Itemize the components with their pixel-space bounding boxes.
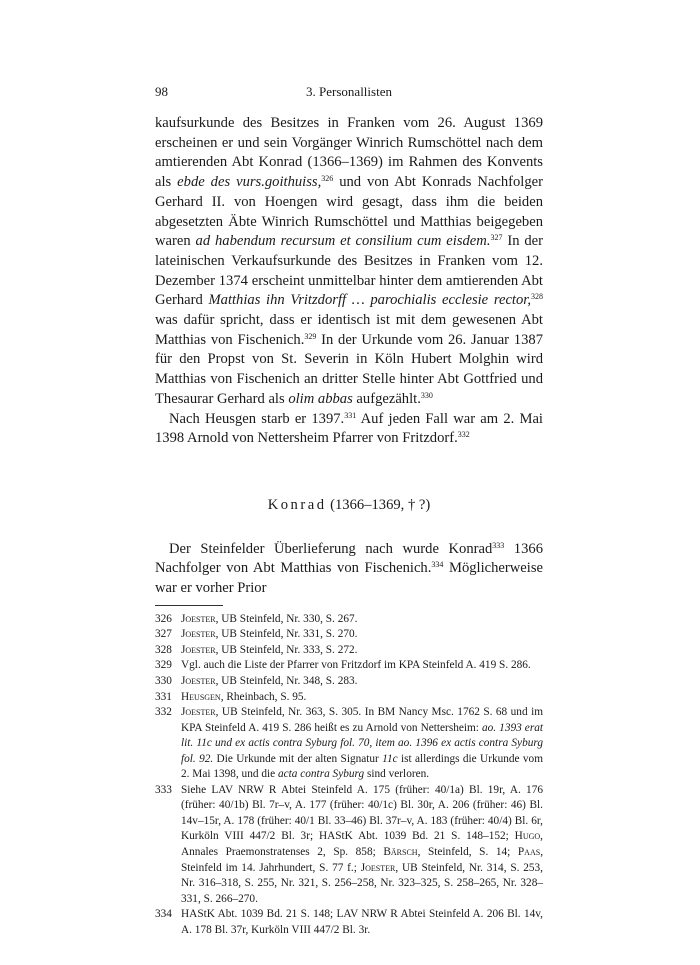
footnote-author: Hugo [514, 830, 541, 843]
footnote-number: 334 [155, 908, 172, 921]
p1-latin-quote-2: ad habendum recursum et consilium cum eisdem. [195, 233, 491, 250]
footnote-333 [155, 783, 543, 907]
footnote-329 [155, 658, 543, 674]
footnote-signature: 11c [382, 752, 398, 765]
footnote-author: Joester [181, 628, 216, 641]
footnote-author: Joester [181, 674, 216, 687]
footnote-330 [155, 674, 543, 690]
body-text [155, 114, 543, 599]
footnote-ref-328[interactable]: 328 [531, 292, 543, 302]
footnote-ref-327[interactable]: 327 [490, 233, 503, 243]
footnote-text: , Rheinbach, S. 95. [220, 690, 307, 703]
footnote-latin: acta contra Syburg [277, 768, 365, 781]
footnote-text: sind verloren. [364, 768, 430, 781]
footnote-ref-326[interactable]: 326 [321, 174, 334, 184]
footnote-ref-334[interactable]: 334 [431, 560, 444, 570]
footnote-number: 331 [155, 690, 172, 703]
footnote-text: , Steinfeld, S. 14; [417, 845, 518, 858]
p1-latin-quote-1: ebde des vurs.goithuiss, [177, 174, 322, 191]
footnote-ref-329[interactable]: 329 [304, 331, 317, 341]
p2-text-a: Nach Heusgen starb er 1397. [169, 410, 345, 427]
footnote-text: , Steinfeld im 14. Jahrhundert, S. 77 f.; [181, 845, 544, 874]
page-number: 98 [155, 84, 168, 99]
footnote-author: Bärsch [383, 845, 418, 858]
footnote-number: 328 [155, 643, 172, 656]
footnote-328 [155, 643, 543, 659]
footnote-ref-330[interactable]: 330 [420, 390, 433, 400]
footnote-text: Siehe LAV NRW R Abtei Steinfeld A. 175 (früher: 40/1a) Bl. 19r, A. 176 (früher: 40/1b) Bl. 7r–v, A. 177 (früher: 40/1c) Bl. 30r, A. 206 (früher: 46) Bl. 14v–15r, A. 178 (früher: 40/1 Bl. 33–46) Bl. 37r–v, A. 183 (früher: 40/4) Bl. 6r, Kurköln VIII 447/2 Bl. 3r; HAStK Abt. 1039 Bd. 21 S. 148–152; [181, 783, 543, 843]
p1-latin-quote-4: olim abbas [288, 390, 353, 407]
footnote-text: , Annales Praemonstratenses 2, Sp. 858; [181, 830, 543, 858]
heading-dates: (1366–1369, † ?) [326, 496, 431, 513]
p1-text-l: In der Urkunde vom 26. Januar 1387 für den Propst von St. Severin in Köln Hubert Molghin wird Matthias von Fischenich an dritter Stelle hinter Abt Gottfried und Thesaurar Gerhard als [155, 331, 543, 407]
footnote-ref-333[interactable]: 333 [492, 540, 505, 550]
paragraph-2 [155, 410, 543, 449]
footnote-text: , UB Steinfeld, Nr. 331, S. 270. [215, 628, 358, 641]
paragraph-1 [155, 114, 543, 410]
p3-text-e: Möglicherweise war er vorher Prior [155, 560, 543, 597]
footnote-number: 327 [155, 628, 172, 641]
footnote-text: Die Urkunde mit der alten Signatur [213, 752, 383, 765]
footnote-author: Joester [181, 612, 216, 625]
heading-name: Konrad [267, 496, 327, 513]
p1-text-a: kaufsurkunde des Besitzes in Franken vom 26. August 1369 erscheinen er und sein Vorgänger Winrich Rumschöttel nach dem amtierenden Abt Konrad (1366–1369) im Rahmen des Konvents als [155, 115, 543, 191]
footnote-number: 333 [155, 783, 172, 796]
footnote-327 [155, 627, 543, 643]
footnote-author: Joester [181, 643, 216, 656]
footnote-number: 329 [155, 659, 172, 672]
page [155, 84, 543, 938]
page-header [155, 84, 543, 106]
p3-text-a: Der Steinfelder Überlieferung nach wurde Konrad [169, 540, 493, 557]
footnote-number: 332 [155, 706, 172, 719]
p1-latin-quote-3: Matthias ihn Vritzdorff … parochialis ecclesie rector, [208, 292, 531, 309]
footnote-text: , UB Steinfeld, Nr. 330, S. 267. [215, 612, 358, 625]
footnote-331 [155, 690, 543, 706]
footnote-ref-331[interactable]: 331 [344, 410, 357, 420]
p1-text-n: aufgezählt. [352, 390, 421, 407]
p1-text-j: was dafür spricht, dass er identisch ist mit dem gewesenen Abt Matthias von Fischenich. [155, 312, 543, 348]
footnote-332 [155, 705, 543, 783]
footnote-number: 330 [155, 674, 172, 687]
p1-text-d: und von Abt Konrads Nachfolger Gerhard II. von Hoengen wird gesagt, dass ihm die beiden abgesetzten Äbte Winrich Rumschöttel und Matthias beigegeben waren [155, 174, 543, 250]
footnote-divider [155, 605, 223, 606]
footnote-latin: ao. 1393 erat lit. 11c und ex actis contra Syburg fol. 70, item ao. 1396 ex actis contra Syburg fol. 92. [181, 721, 544, 765]
footnote-326 [155, 612, 543, 628]
footnote-author: Joester [360, 861, 396, 874]
footnote-text: ist allerdings die Urkunde vom 2. Mai 1398, und die [181, 752, 543, 781]
footnote-author: Joester [181, 706, 216, 719]
p1-text-g: In der lateinischen Verkaufsurkunde des Besitzes in Franken vom 12. Dezember 1374 erscheint unmittelbar hinter dem amtierenden Abt Gerhard [155, 233, 543, 309]
footnote-text: Vgl. auch die Liste der Pfarrer von Fritzdorf im KPA Steinfeld A. 419 S. 286. [181, 659, 531, 672]
footnote-ref-332[interactable]: 332 [457, 430, 470, 440]
footnote-text: , UB Steinfeld, Nr. 363, S. 305. In BM Nancy Msc. 1762 S. 68 und im KPA Steinfeld A. 419 S. 286 heißt es zu Arnold von Nettersheim: [181, 706, 543, 734]
footnote-text: HAStK Abt. 1039 Bd. 21 S. 148; LAV NRW R Abtei Steinfeld A. 206 Bl. 14v, A. 178 Bl. 37r, Kurköln VIII 447/2 Bl. 3r. [181, 908, 543, 936]
footnote-author: Paas [517, 845, 541, 858]
footnote-334 [155, 907, 543, 938]
p3-text-c: 1366 Nachfolger von Abt Matthias von Fischenich. [155, 540, 543, 577]
footnote-author: Heusgen [181, 690, 221, 703]
p2-text-c: Auf jeden Fall war am 2. Mai 1398 Arnold von Nettersheim Pfarrer von Fritzdorf. [155, 410, 543, 447]
paragraph-3 [155, 540, 543, 599]
section-heading [155, 496, 543, 516]
footnote-text: , UB Steinfeld, Nr. 333, S. 272. [215, 643, 358, 656]
running-title: 3. Personallisten [306, 84, 392, 99]
footnote-text: , UB Steinfeld, Nr. 348, S. 283. [215, 674, 358, 687]
footnote-text: , UB Steinfeld, Nr. 314, S. 253, Nr. 316–318, S. 255, Nr. 321, S. 256–258, Nr. 323–325, S. 258–265, Nr. 328–331, S. 266–270. [181, 861, 544, 905]
footnotes [155, 612, 543, 938]
footnote-number: 326 [155, 612, 172, 625]
